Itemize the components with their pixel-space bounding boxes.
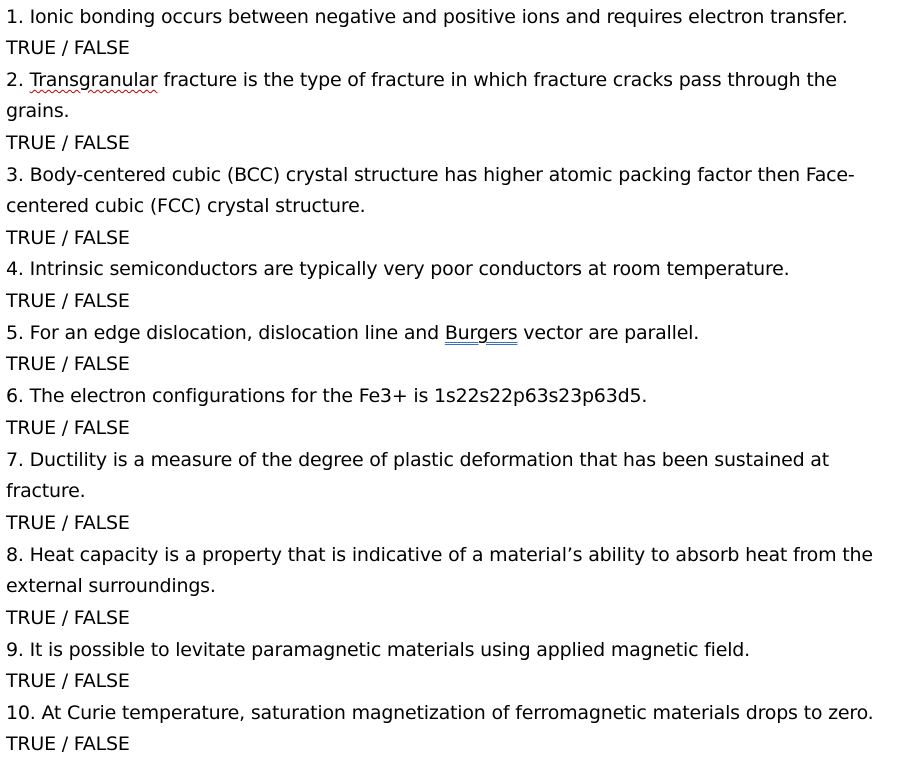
question-6-answer: TRUE / FALSE	[6, 417, 130, 439]
question-7-text: 7. Ductility is a measure of the degree of plastic deformation that has been sustained at	[6, 449, 829, 471]
question-8-text-line-2: external surroundings.	[6, 575, 216, 597]
question-5-text	[6, 318, 699, 349]
question-10-answer: TRUE / FALSE	[6, 733, 130, 755]
question-2-suffix: fracture is the type of fracture in which fracture cracks pass through the	[157, 69, 837, 91]
question-3-text: 3. Body-centered cubic (BCC) crystal structure has higher atomic packing factor then Face-	[6, 164, 855, 186]
spelling-flagged-word[interactable]: Transgranular	[29, 69, 158, 91]
question-1-answer: TRUE / FALSE	[6, 37, 130, 59]
question-7-answer: TRUE / FALSE	[6, 512, 130, 534]
question-1-text: 1. Ionic bonding occurs between negative and positive ions and requires electron transfer.	[6, 6, 848, 28]
question-2-text	[6, 65, 837, 96]
question-5-suffix: vector are parallel.	[517, 322, 700, 344]
question-2-text-line-2: grains.	[6, 100, 70, 122]
question-4-answer: TRUE / FALSE	[6, 290, 130, 312]
question-3-answer: TRUE / FALSE	[6, 227, 130, 249]
question-8-answer: TRUE / FALSE	[6, 607, 130, 629]
question-9-answer: TRUE / FALSE	[6, 670, 130, 692]
question-9-text: 9. It is possible to levitate paramagnetic materials using applied magnetic field.	[6, 639, 751, 661]
question-2-answer: TRUE / FALSE	[6, 132, 130, 154]
question-6-text: 6. The electron configurations for the Fe3+ is 1s22s22p63s23p63d5.	[6, 385, 648, 407]
question-4-text: 4. Intrinsic semiconductors are typically very poor conductors at room temperature.	[6, 258, 790, 280]
question-10-text: 10. At Curie temperature, saturation magnetization of ferromagnetic materials drops to zero.	[6, 702, 874, 724]
question-3-text-line-2: centered cubic (FCC) crystal structure.	[6, 195, 366, 217]
question-5-prefix: 5. For an edge dislocation, dislocation line and	[6, 322, 445, 344]
question-5-answer: TRUE / FALSE	[6, 353, 130, 375]
question-7-text-line-2: fracture.	[6, 480, 86, 502]
question-2-prefix: 2.	[6, 69, 30, 91]
grammar-flagged-word[interactable]: Burgers	[444, 322, 518, 344]
question-8-text: 8. Heat capacity is a property that is indicative of a material’s ability to absorb heat from the	[6, 544, 873, 566]
